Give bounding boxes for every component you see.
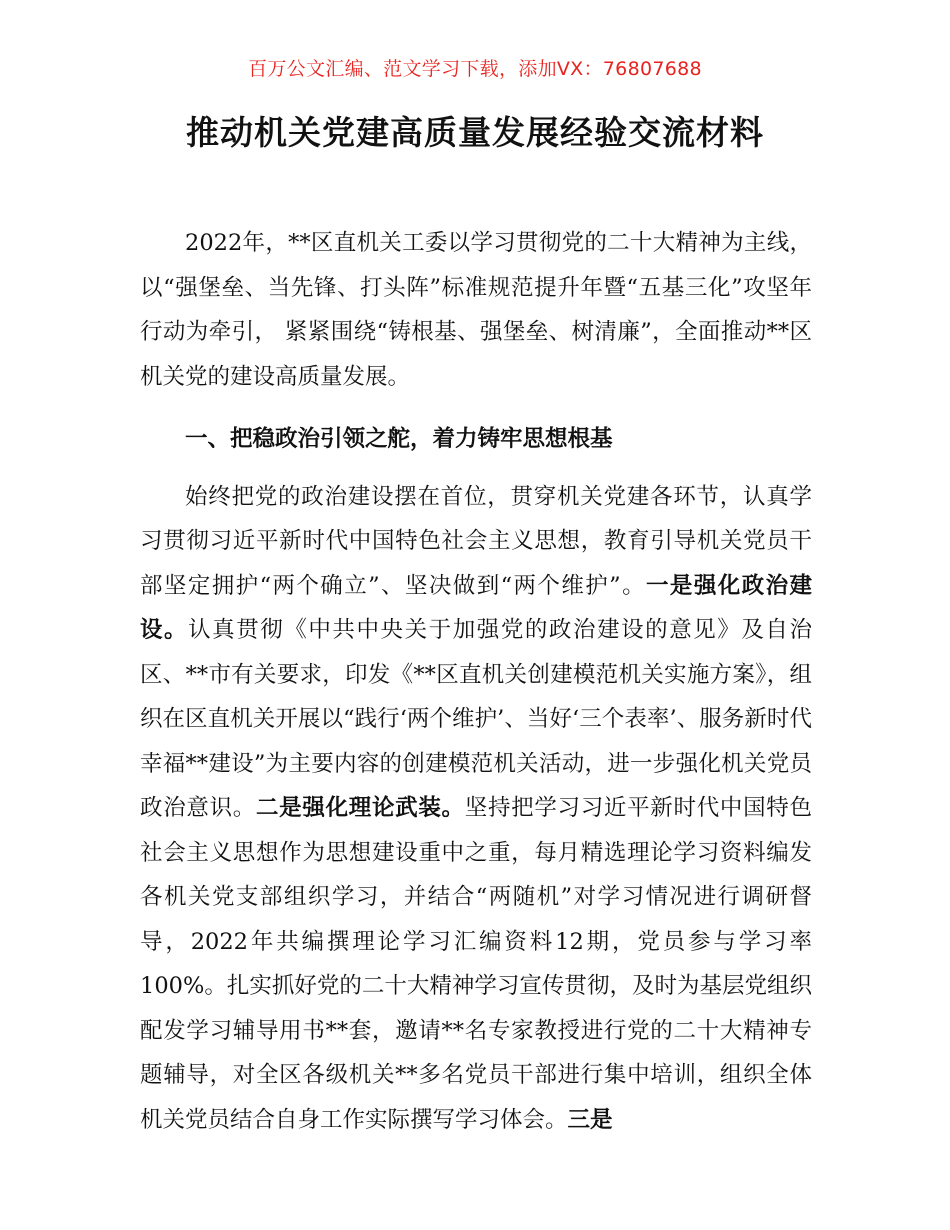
point-two-text: 坚持把学习习近平新时代中国特色社会主义思想作为思想建设重中之重，每月精选理论学习资料编发各机关党支部组织学习，并结合“两随机”对学习情况进行调研督导，2022年共编撰理论学习汇编资料12期，党员参与学习率100%。扎实抓好党的二十大精神学习宣传贯彻，及时为基层党组织配发学习辅导用书**套，邀请**名专家教授进行党的二十大精神专题辅导，对全区各级机关**多名党员干部进行集中培训，组织全体机关党员结合自身工作实际撰写学习体会。 [140,795,812,1133]
point-two-lead: 二是强化理论武装。 [255,795,465,821]
paragraph-opening-text: 始终把党的政治建设摆在首位，贯穿机关党建各环节，认真学习贯彻习近平新时代中国特色社会主义思想，教育引导机关党员干部坚定拥护“两个确立”、坚决做到“两个维护”。 [140,483,812,599]
section-heading: 一、把稳政治引领之舵，着力铸牢思想根基 [185,426,613,452]
promo-banner: 百万公文汇编、范文学习下载，添加VX：76807688 [248,58,702,80]
point-three-lead: 三是 [567,1106,613,1133]
point-one-lead: 一是强化政治建设。 [140,572,812,643]
section-paragraph [140,475,812,1143]
document-body [140,221,812,1142]
intro-paragraph: 2022年，**区直机关工委以学习贯彻党的二十大精神为主线，以“强堡垒、当先锋、打头阵”标准规范提升年暨“五基三化”攻坚年行动为牵引， 紧紧围绕“铸根基、强堡垒、树清廉”，全面推动**区机关党的建设高质量发展。 [140,230,812,390]
document-title: 推动机关党建高质量发展经验交流材料 [186,113,764,152]
point-one-text: 认真贯彻《中共中央关于加强党的政治建设的意见》及自治区、**市有关要求，印发《**区直机关创建模范机关实施方案》，组织在区直机关开展以“践行‘两个维护’、当好‘三个表率’、服务新时代幸福**建设”为主要内容的创建模范机关活动，进一步强化机关党员政治意识。 [140,617,812,821]
